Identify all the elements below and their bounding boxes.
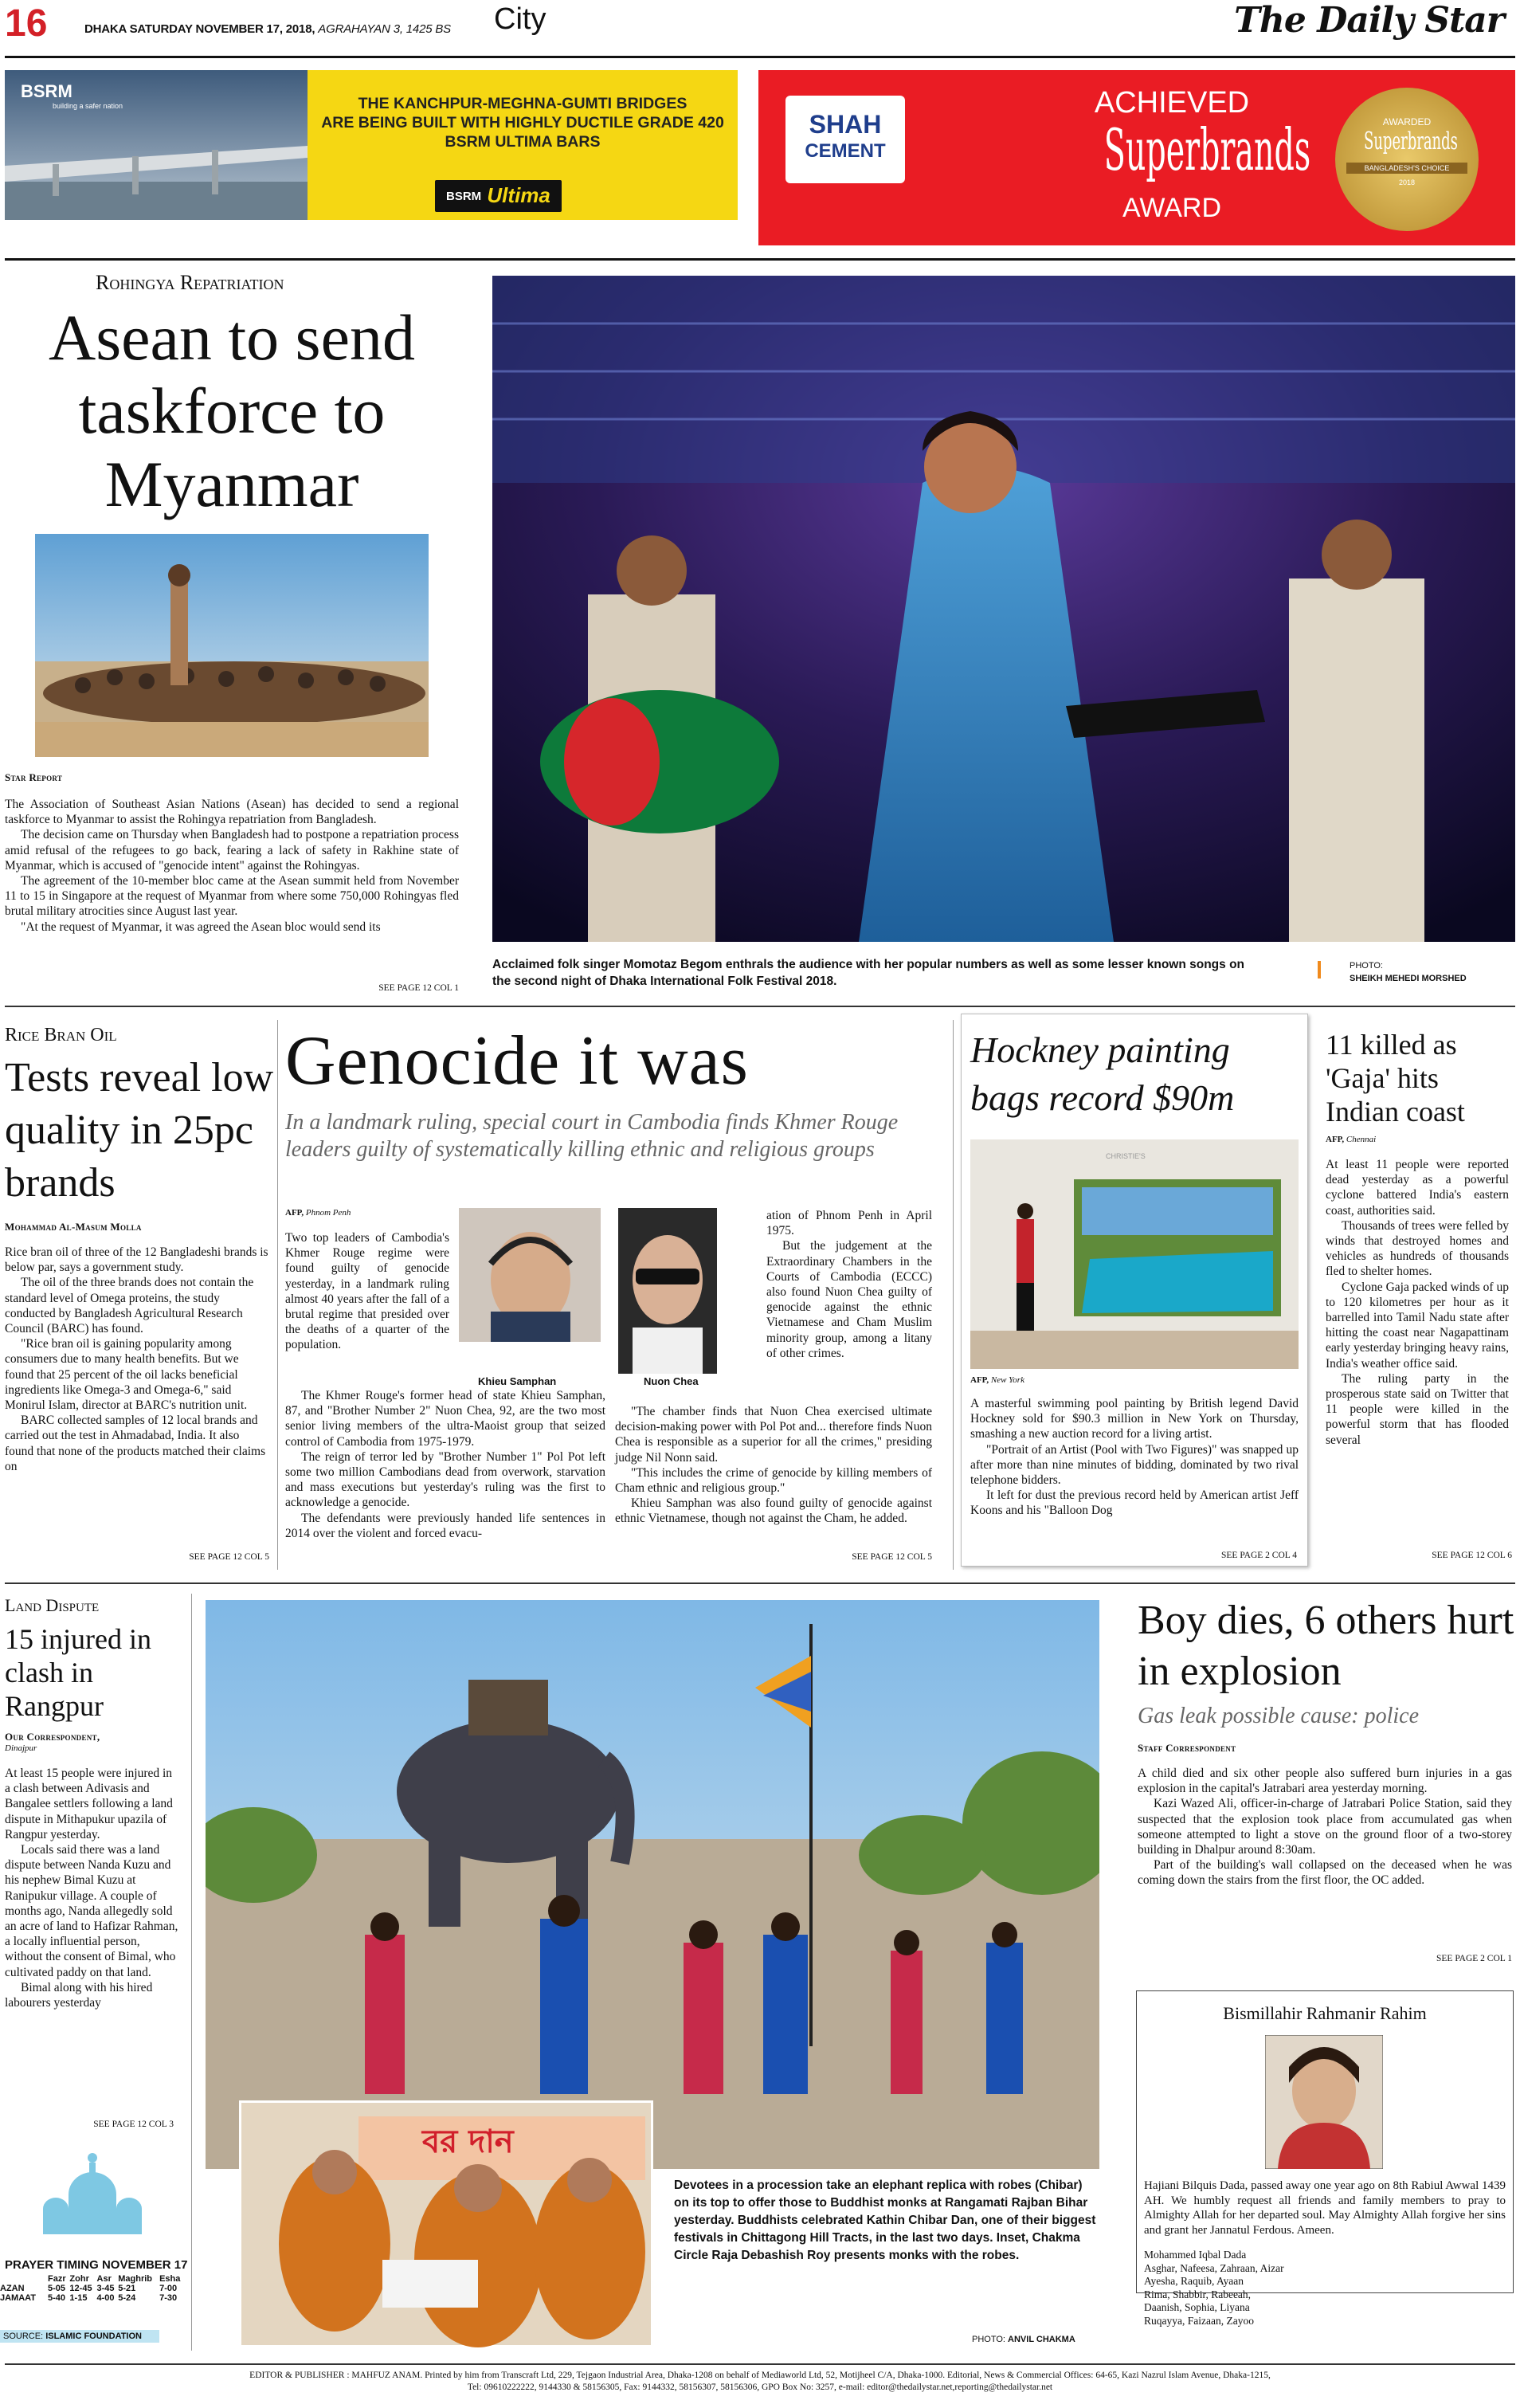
- story1-body: [5, 797, 459, 935]
- story7-p3: Part of the building's wall collapsed on the deceased when he was coming down the stairs from the first floor, the OC added.: [1138, 1858, 1512, 1888]
- photo1-credit-label: PHOTO:: [1350, 961, 1383, 971]
- obituary-name: Ayesha, Raquib, Ayaan: [1144, 2275, 1244, 2287]
- bsrm-logo-text: BSRM: [446, 190, 482, 204]
- prayer-time: 5-05: [48, 2284, 66, 2293]
- prayer-source-name: ISLAMIC FOUNDATION: [45, 2332, 142, 2341]
- mosque-icon: [38, 2147, 147, 2241]
- story1-p3: The agreement of the 10-member bloc came at the Asean summit held from November 11 to 15 in Singapore at the request of Myanmar from where some 750,000 Rohingyas fled brutal military atrocities since August last year.: [5, 874, 459, 919]
- seal-awarded: AWARDED: [1382, 116, 1432, 127]
- story2-p3: "Rice bran oil is gaining popularity among consumers due to many health benefits. But we found that 25 percent of the oil lacks beneficial ingredients like Omega-3 and Omega-6," said Monirul Islam, director at BARC's nutrition unit.: [5, 1337, 248, 1413]
- prayer-row-azan: [0, 2284, 185, 2293]
- bsrm-headline-3: BSRM ULTIMA BARS: [445, 133, 601, 151]
- story1-see-page[interactable]: SEE PAGE 12 COL 1: [378, 983, 459, 993]
- obituary-name: Ruqayya, Faizaan, Zayoo: [1144, 2314, 1254, 2327]
- story5-p2: Thousands of trees were felled by winds that destroyed homes and vehicles as hundreds of thousands fled to shelter homes.: [1326, 1218, 1509, 1279]
- photo2-credit-name: ANVIL CHAKMA: [1008, 2335, 1075, 2344]
- nuon-chea-photo: [618, 1208, 717, 1374]
- story3-col2-p1: ation of Phnom Penh in April 1975.: [766, 1209, 932, 1238]
- story3-col1-p3: The reign of terror led by "Brother Number 1" Pol Pot left some two million Cambodians dead from overwork, starvation and mass executions but yesterday's ruling was the first to acknowledge a genocide.: [285, 1449, 605, 1510]
- story3-see-page[interactable]: SEE PAGE 12 COL 5: [852, 1552, 932, 1562]
- story2-p4: BARC collected samples of 12 local brands and carried out the test in Ahmadabad, India. It also found that none of the products matched their claims on: [5, 1414, 266, 1473]
- prayer-time: 4-00: [96, 2293, 115, 2303]
- prayer-table: [0, 2274, 185, 2303]
- bsrm-ultima-logo: [435, 180, 562, 212]
- story3-col2b: [615, 1404, 932, 1527]
- obituary-name: Asghar, Nafeesa, Zahraan, Aizar: [1144, 2261, 1284, 2274]
- story5-see-page[interactable]: SEE PAGE 12 COL 6: [1432, 1551, 1512, 1560]
- section-name: City: [494, 2, 546, 36]
- seal-ribbon: BANGLADESH'S CHOICE: [1346, 163, 1467, 174]
- story3-col1-full: [285, 1388, 605, 1541]
- photo2-credit: [972, 2335, 1075, 2344]
- bsrm-ad[interactable]: [5, 70, 738, 220]
- prayer-time: 7-30: [159, 2293, 178, 2303]
- procession-photo: [206, 1600, 1099, 2169]
- prayer-header-row: [0, 2274, 185, 2284]
- story6-see-page[interactable]: SEE PAGE 12 COL 3: [93, 2120, 174, 2129]
- prayer-time: 3-45: [96, 2284, 115, 2293]
- story5-p4: The ruling party in the prosperous state said on Twitter that 11 people were killed in the powerful storm that has flooded several: [1326, 1371, 1509, 1447]
- story2-body: [5, 1245, 269, 1474]
- prayer-row-jamaat: [0, 2293, 185, 2303]
- khieu-samphan-photo: [459, 1208, 601, 1342]
- story7-see-page[interactable]: SEE PAGE 2 COL 1: [1436, 1954, 1512, 1963]
- photo2-caption: Devotees in a procession take an elephant replica with robes (Chibar) on its top to offer those to Buddhist monks at Rangamati Rajban Bihar yesterday. Buddhists celebrated Kathin Chibar Dan, one of their biggest festivals in Chittagong Hill Tracts, in the last two days. Inset, Chakma Circle Raja Debashish Roy presents monks with the robes.: [674, 2179, 1096, 2262]
- story3-col2-p2: But the judgement at the Extraordinary Chambers in the Courts of Cambodia (ECCC) also found Nuon Chea guilty of genocide against the ethnic Vietnamese and Cham Muslim minority group, among a litany of other crimes.: [766, 1239, 932, 1360]
- story5-p1: At least 11 people were reported dead yesterday as a powerful cyclone battered India's eastern coast, authorities said.: [1326, 1158, 1509, 1218]
- story3-col2a: [766, 1208, 932, 1361]
- prayer-source-label: SOURCE:: [3, 2332, 44, 2341]
- story5-body: [1326, 1157, 1509, 1448]
- story6-body: [5, 1766, 180, 2010]
- prayer-time: 1-15: [69, 2293, 88, 2303]
- story6-kicker: Land Dispute: [5, 1595, 100, 1615]
- shah-award: AWARD: [1122, 193, 1222, 223]
- obituary-portrait: [1265, 2035, 1383, 2169]
- shah-cement-ad[interactable]: [758, 70, 1515, 245]
- story6-byline: Our Correspondent,: [5, 1731, 100, 1743]
- story7-p1: A child died and six other people also suffered burn injuries in a gas explosion in the capital's Jatrabari area yesterday morning.: [1138, 1767, 1512, 1796]
- bsrm-tagline: building a safer nation: [53, 102, 123, 110]
- christies-sign: CHRISTIE'S: [1106, 1152, 1146, 1160]
- story2-p2: The oil of the three brands does not contain the standard level of Omega proteins, the study conducted by Bangladesh Agricultural Research Council (BARC) has found.: [5, 1276, 254, 1336]
- shah-superbrands: Superbrands: [1103, 116, 1311, 183]
- prayer-header: Asr: [96, 2274, 112, 2284]
- story4-body: [970, 1396, 1299, 1519]
- page-number: 16: [5, 2, 48, 45]
- story1-p2: The decision came on Thursday when Bangladesh had to postpone a repatriation process amid refusal of the refugees to go back, fearing a lack of safety in Rakhine state of Myanmar, which is accused of "genocide intent" against the Rohingyas.: [5, 828, 459, 873]
- prayer-time: 12-45: [69, 2284, 92, 2293]
- story4-headline: Hockney painting bags record $90m: [970, 1029, 1235, 1118]
- story3-dateline-place: Phnom Penh: [305, 1208, 351, 1218]
- story7-deck: Gas leak possible cause: police: [1138, 1704, 1420, 1728]
- rohingya-photo: [35, 534, 429, 757]
- shah-logo-box: [785, 96, 905, 183]
- date-line: [84, 22, 451, 36]
- prayer-row-label: AZAN: [0, 2284, 25, 2293]
- story5-headline: 11 killed as 'Gaja' hits Indian coast: [1326, 1029, 1465, 1128]
- nuon-chea-label: Nuon Chea: [644, 1375, 699, 1387]
- story5-dateline: [1326, 1135, 1376, 1144]
- footer-rule: [5, 2363, 1515, 2365]
- seal-superbrands: Superbrands: [1364, 127, 1458, 155]
- story4-p2: "Portrait of an Artist (Pool with Two Figures)" was snapped up after more than nine minutes of bidding, dominated by two rival telephone bidders.: [970, 1442, 1299, 1488]
- story3-col1-p4: The defendants were previously handed life sentences in 2014 over the violent and forced evacu-: [285, 1511, 605, 1540]
- ultima-logo-text: Ultima: [487, 183, 550, 207]
- obituary-name: Mohammed Iqbal Dada: [1144, 2249, 1247, 2261]
- story7-body: [1138, 1766, 1512, 1888]
- seal-year: 2018: [1398, 178, 1416, 186]
- photo1-credit: [1350, 959, 1467, 985]
- story1-kicker: Rohingya Repatriation: [96, 271, 284, 294]
- story1-p1: The Association of Southeast Asian Nations (Asean) has decided to send a regional taskforce to Myanmar to assist the Rohingya repatriation from Bangladesh.: [5, 798, 459, 827]
- story2-see-page[interactable]: SEE PAGE 12 COL 5: [189, 1552, 269, 1562]
- prayer-header: Maghrib: [118, 2274, 153, 2284]
- story7-p2: Kazi Wazed Ali, officer-in-charge of Jatrabari Police Station, said they suspected that the explosion took place from accumulated gas when someone attempted to light a stove on the ground floor of a two-storey building in Dhalpur around 8:30am.: [1138, 1797, 1512, 1857]
- shah-brand-2: CEMENT: [805, 140, 886, 162]
- story4-dateline-agency: AFP,: [970, 1375, 989, 1385]
- section-rule-2: [5, 1582, 1515, 1584]
- ad-rule: [5, 258, 1515, 261]
- col-rule-2: [953, 1020, 954, 1570]
- story2-byline: Mohammad Al-Masum Molla: [5, 1221, 142, 1233]
- story6-p3: Bimal along with his hired labourers yesterday: [5, 1980, 153, 2010]
- obituary-name: Daanish, Sophia, Liyana: [1144, 2301, 1250, 2313]
- story3-col2-p5: Khieu Samphan was also found guilty of genocide against ethnic Vietnamese, though not against the Cham, he added.: [615, 1496, 932, 1526]
- obituary-title: Bismillahir Rahmanir Rahim: [1223, 2003, 1427, 2023]
- col-rule-1: [277, 1020, 278, 1570]
- story2-kicker: Rice Bran Oil: [5, 1025, 117, 1045]
- shah-brand-1: SHAH: [809, 110, 882, 139]
- date-line-bn: AGRAHAYAN 3, 1425 BS: [318, 22, 451, 36]
- story2-p1: Rice bran oil of three of the 12 Bangladeshi brands is below par, says a government study.: [5, 1245, 268, 1275]
- story1-byline: Star Report: [5, 771, 63, 783]
- bsrm-brand: BSRM: [21, 81, 72, 101]
- story5-dateline-place: Chennai: [1346, 1135, 1377, 1144]
- story6-p2: Locals said there was a land dispute between Nanda Kuzu and his nephew Bimal Kuzu at Ranipukur village. A couple of months ago, Nanda allegedly sold an acre of land to Hafizar Rahman, a locally influential person, without the consent of Bimal, who cultivated paddy on that land.: [5, 1843, 178, 1979]
- masthead: The Daily Star: [1234, 0, 1504, 41]
- bsrm-headline-2: ARE BEING BUILT WITH HIGHLY DUCTILE GRADE 420: [321, 114, 724, 131]
- story3-col1: [285, 1230, 449, 1353]
- bsrm-headline-1: THE KANCHPUR-MEGHNA-GUMTI BRIDGES: [358, 95, 688, 112]
- story4-dateline: [970, 1375, 1024, 1385]
- prayer-time: 5-40: [48, 2293, 66, 2303]
- prayer-time: 5-21: [118, 2284, 136, 2293]
- obituary-text: Hajiani Bilquis Dada, passed away one year ago on 8th Rabiul Awwal 1439 AH. We humbly request all friends and family members to pray to Almighty Allah for her departed soul. May Almighty Allah forgive her sins and grant her Jannatul Ferdous. Ameen.: [1144, 2179, 1506, 2237]
- story6-place: Dinajpur: [5, 1743, 37, 1753]
- story1-headline: Asean to send taskforce to Myanmar: [48, 301, 415, 520]
- story5-p3: Cyclone Gaja packed winds of up to 120 kilometres per hour as it barrelled into Tamil Nadu state after hitting the coast near Nagapattinam early yesterday bringing heavy rains, India's weather office said.: [1326, 1280, 1509, 1371]
- obituary-name: Rima, Shabbir, Rabeeah,: [1144, 2288, 1252, 2300]
- shah-achieved: ACHIEVED: [1094, 86, 1250, 120]
- folk-singer-photo: [492, 276, 1515, 942]
- col-rule-3: [191, 1594, 192, 2351]
- photo1-credit-name: SHEIKH MEHEDI MORSHED: [1350, 974, 1467, 983]
- prayer-header: Fazr: [48, 2274, 66, 2284]
- inset-banner-text: বর দান: [422, 2124, 514, 2160]
- photo2-credit-label: PHOTO:: [972, 2335, 1005, 2344]
- story6-headline: 15 injured in clash in Rangpur: [5, 1623, 151, 1722]
- obituary-names: [1144, 2249, 1284, 2328]
- story5-dateline-agency: AFP,: [1326, 1135, 1345, 1144]
- footer-line-2: Tel: 09610222222, 9144330 & 58156305, Fax: 9144332, 58156307, 58156306, GPO Box No: 3257, e-mail: editor@thedailystar.net,reporting@thedailystar.net: [467, 2383, 1053, 2392]
- prayer-source: [0, 2330, 159, 2343]
- section-rule-1: [5, 1006, 1515, 1007]
- story3-col1-p2: The Khmer Rouge's former head of state Khieu Samphan, 87, and "Brother Number 2" Nuon Chea, 92, are the two most senior living members of the ultra-Maoist group that seized control of Cambodia from 1975-1979.: [285, 1389, 605, 1449]
- hockney-painting-photo: [970, 1139, 1299, 1369]
- story4-dateline-place: New York: [990, 1375, 1024, 1385]
- bsrm-headline: [319, 94, 726, 151]
- story6-p1: At least 15 people were injured in a clash between Adivasis and Bangalee settlers following a land dispute in Mithapukur upazila of Rangpur yesterday.: [5, 1767, 173, 1841]
- photo1-credit-mark: [1318, 961, 1321, 978]
- date-line-en: DHAKA SATURDAY NOVEMBER 17, 2018,: [84, 22, 315, 36]
- story3-dateline-agency: AFP,: [285, 1208, 304, 1218]
- prayer-row-label: JAMAAT: [0, 2293, 37, 2303]
- superbrands-seal: [1335, 88, 1479, 231]
- prayer-time: 5-24: [118, 2293, 136, 2303]
- photo1-caption: Acclaimed folk singer Momotaz Begom enthrals the audience with her popular numbers as well as some lesser known songs on the second night of Dhaka International Folk Festival 2018.: [492, 958, 1245, 988]
- footer: [5, 2370, 1515, 2394]
- story4-p1: A masterful swimming pool painting by British legend David Hockney sold for $90.3 million in New York on Thursday, smashing a new auction record for a living artist.: [970, 1397, 1299, 1441]
- story2-headline: Tests reveal low quality in 25pc brands: [5, 1055, 274, 1206]
- prayer-header: Esha: [159, 2274, 181, 2284]
- prayer-title: PRAYER TIMING NOVEMBER 17: [5, 2258, 188, 2272]
- story7-headline: Boy dies, 6 others hurt in explosion: [1138, 1598, 1514, 1694]
- story3-col2-p3: "The chamber finds that Nuon Chea exercised ultimate decision-making power with Pol Pot and... therefore finds Nuon Chea is responsible as a superior for all the crimes," presiding judge Nil Nonn said.: [615, 1405, 932, 1465]
- story1-p4: "At the request of Myanmar, it was agreed the Asean bloc would send its: [21, 920, 381, 934]
- story4-p3: It left for dust the previous record held by American artist Jeff Koons and his "Balloon Dog: [970, 1488, 1299, 1518]
- footer-line-1: EDITOR & PUBLISHER : MAHFUZ ANAM. Printed by him from Transcraft Ltd, 229, Tejgaon Industrial Area, Dhaka-1208 on behalf of Mediaworld Ltd, 52, Motijheel C/A, Dhaka-1000. Editorial, News & Commercial Offices: 64-65, Kazi Nazrul Islam Avenue, Dhaka-1215,: [249, 2371, 1271, 2380]
- prayer-time: 7-00: [159, 2284, 178, 2293]
- story7-byline: Staff Correspondent: [1138, 1742, 1236, 1754]
- story4-see-page[interactable]: SEE PAGE 2 COL 4: [1221, 1551, 1297, 1560]
- khieu-samphan-label: Khieu Samphan: [478, 1375, 557, 1387]
- story3-dateline: [285, 1208, 351, 1218]
- prayer-header: Zohr: [69, 2274, 89, 2284]
- story3-headline: Genocide it was: [285, 1022, 749, 1100]
- story3-col2-p4: "This includes the crime of genocide by killing members of Cham ethnic and religious group.": [615, 1465, 932, 1496]
- story3-col1-p1: Two top leaders of Cambodia's Khmer Rouge regime were found guilty of genocide yesterday, in a landmark ruling almost 40 years after the fall of a brutal regime that presided over the deaths of a quarter of the population.: [285, 1231, 449, 1352]
- header-rule: [5, 56, 1515, 58]
- story3-deck: In a landmark ruling, special court in Cambodia finds Khmer Rouge leaders guilty of systematically killing ethnic and religious groups: [285, 1110, 899, 1162]
